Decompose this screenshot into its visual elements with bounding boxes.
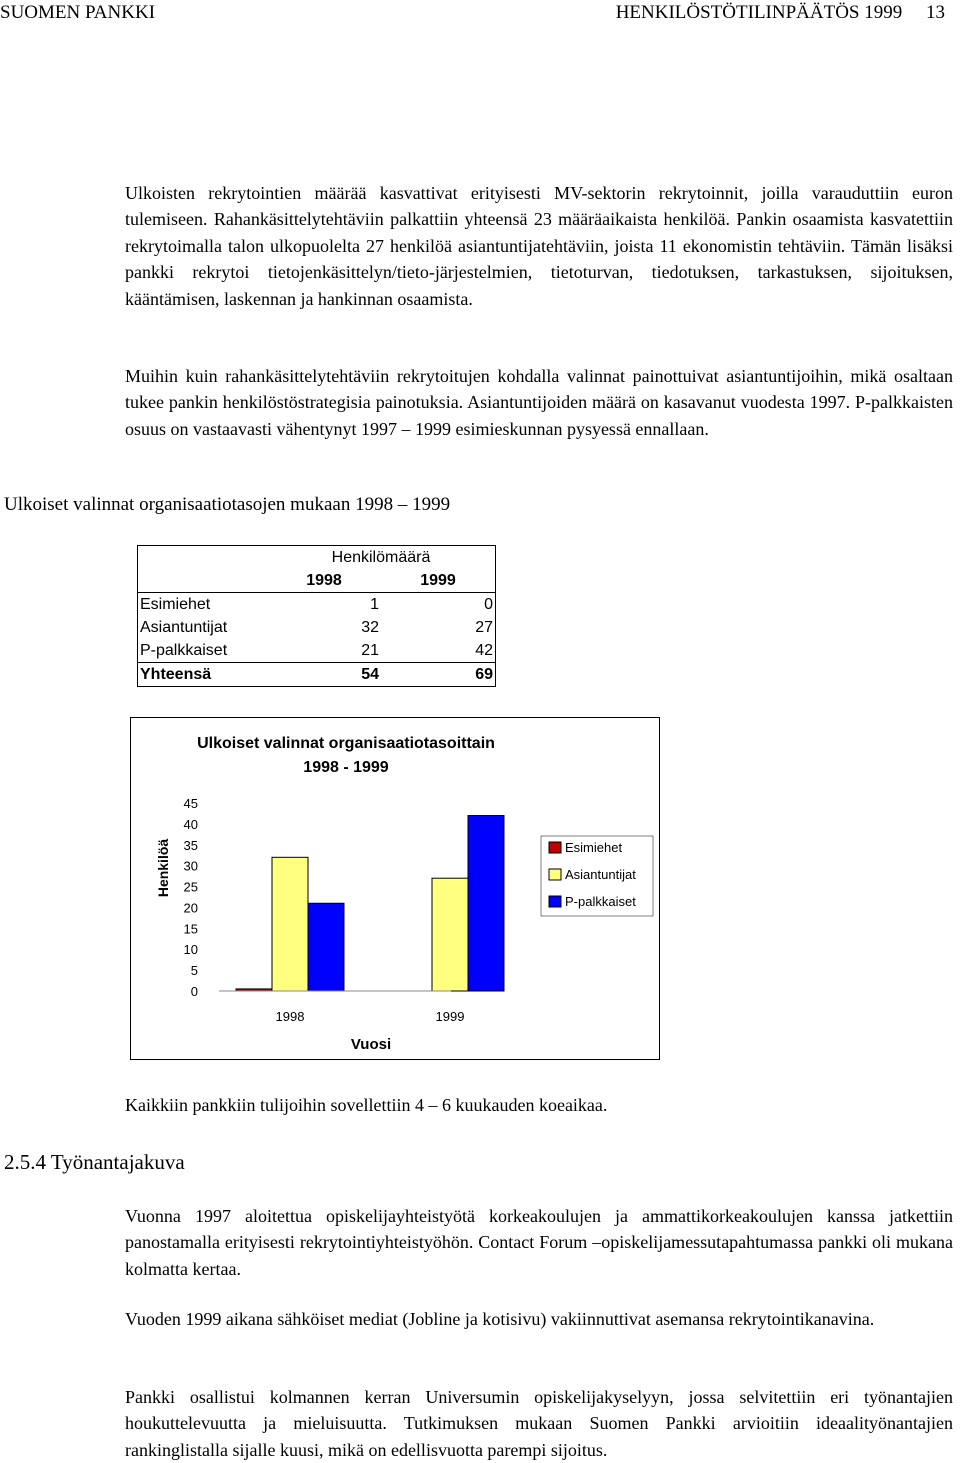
paragraph-media: Vuoden 1999 aikana sähköiset mediat (Jobline ja kotisivu) vakiinnuttivat asemansa rekrytointikanavina. xyxy=(125,1309,875,1329)
cell-value: 27 xyxy=(381,616,496,639)
legend-label: Esimiehet xyxy=(565,840,623,855)
bar xyxy=(468,816,504,991)
row-label: P-palkkaiset xyxy=(138,639,268,663)
table-year-header: 1999 xyxy=(381,569,496,593)
y-tick-label: 10 xyxy=(183,942,198,958)
y-tick-label: 45 xyxy=(183,796,198,811)
table-caption: Ulkoiset valinnat organisaatiotasojen mukaan 1998 – 1999 xyxy=(4,494,451,515)
legend-swatch xyxy=(549,869,561,880)
y-axis-label: Henkilöä xyxy=(155,838,171,898)
chart-title: Ulkoiset valinnat organisaatiotasoittain xyxy=(197,735,495,752)
cell-value: 32 xyxy=(361,619,379,636)
bar-chart xyxy=(131,718,658,1058)
paragraph-experts: Muihin kuin rahankäsittelytehtäviin rekrytoitujen kohdalla valinnat painottuivat asiantuntijoihin, mikä osaltaan tukee pankin henkilöstöstrategisia painotuksia. Asiantuntijoiden määrä on kasavanut vuodesta 1997. P-palkkaisten osuus on vastaavasti vähentynyt 1997 – 1999 esimieskunnan pysyessä ennallaan. xyxy=(125,366,953,439)
legend-label: P-palkkaiset xyxy=(565,894,636,909)
x-tick-label: 1999 xyxy=(435,1009,465,1024)
running-header-right: HENKILÖSTÖTILINPÄÄTÖS 1999 13 xyxy=(615,2,945,23)
legend-swatch xyxy=(549,896,561,907)
y-tick-label: 30 xyxy=(183,858,198,874)
row-label: Esimiehet xyxy=(138,593,268,617)
paragraph-recruitment: Ulkoisten rekrytointien määrää kasvattivat erityisesti MV-sektorin rekrytoinnit, joilla varauduttiin euron tulemiseen. Rahankäsittelytehtäviin palkattiin yhteensä 23 määräaikaista henkilöä. Pankin osaamista kasvatettiin rekrytoimalla talon ulkopuolelta 27 henkilöä asiantuntijatehtäviin, joista 11 ekonomistin tehtäviin. Tämän lisäksi pankki rekrytoi tietojenkäsittelyn/tieto-järjestelmien, tietoturvan, tiedotuksen, tarkastuksen, sijoituksen, kääntämisen, laskennan ja hankinnan osaamista. xyxy=(125,183,953,309)
bar xyxy=(432,878,468,991)
cell-value: 54 xyxy=(267,663,381,687)
table-year-header: 1998 xyxy=(306,572,342,589)
row-label: Yhteensä xyxy=(138,663,268,687)
table-row xyxy=(138,593,496,617)
chart-frame xyxy=(130,717,660,1060)
cell-value: 42 xyxy=(381,639,496,663)
cell-value: 21 xyxy=(361,642,379,659)
bar xyxy=(272,857,308,991)
legend-swatch xyxy=(549,842,561,853)
table-corner xyxy=(138,546,268,570)
y-tick-label: 0 xyxy=(190,984,198,999)
section-heading: 2.5.4 Työnantajakuva xyxy=(4,1150,185,1174)
cell-value: 1 xyxy=(267,593,381,617)
y-tick-label: 5 xyxy=(190,963,198,979)
hires-table xyxy=(137,545,496,687)
probation-note: Kaikkiin pankkiin tulijoihin sovellettiin 4 – 6 kuukauden koeaikaa. xyxy=(125,1095,608,1115)
running-header-left: SUOMEN PANKKI xyxy=(0,2,156,23)
cell-value: 0 xyxy=(381,593,496,617)
y-tick-label: 35 xyxy=(183,837,198,853)
x-axis-label: Vuosi xyxy=(350,1036,392,1053)
table-group-header: Henkilömäärä xyxy=(267,546,496,570)
x-tick-label: 1998 xyxy=(275,1009,305,1024)
y-tick-label: 20 xyxy=(183,900,198,916)
table-row xyxy=(138,639,496,663)
legend-label: Asiantuntijat xyxy=(565,867,636,882)
paragraph-cooperation: Vuonna 1997 aloitettua opiskelijayhteistyötä korkeakoulujen ja ammattikorkeakoulujen kanssa jatkettiin panostamalla erityisesti rekrytointiyhteistyöhön. Contact Forum –opiskelijamessutapahtumassa pankki oli mukana kolmatta kertaa. xyxy=(125,1206,953,1279)
chart-subtitle: 1998 - 1999 xyxy=(303,759,389,776)
paragraph-survey: Pankki osallistui kolmannen kerran Universumin opiskelijakyselyyn, jossa selvitettiin eri työnantajien houkuttelevuutta ja mieluisuutta. Tutkimuksen mukaan Suomen Pankki arvioitiin ideaalityönantajien rankinglistalla sijalle kuusi, mikä on edellisvuotta parempi sijoitus. xyxy=(125,1387,953,1460)
table-total-row xyxy=(138,663,496,687)
bar xyxy=(308,903,344,991)
row-label: Asiantuntijat xyxy=(138,616,268,639)
cell-value: 69 xyxy=(381,663,496,687)
y-tick-label: 15 xyxy=(183,921,198,937)
y-tick-label: 40 xyxy=(183,816,198,832)
y-tick-label: 25 xyxy=(183,879,198,895)
table-row xyxy=(138,616,496,639)
